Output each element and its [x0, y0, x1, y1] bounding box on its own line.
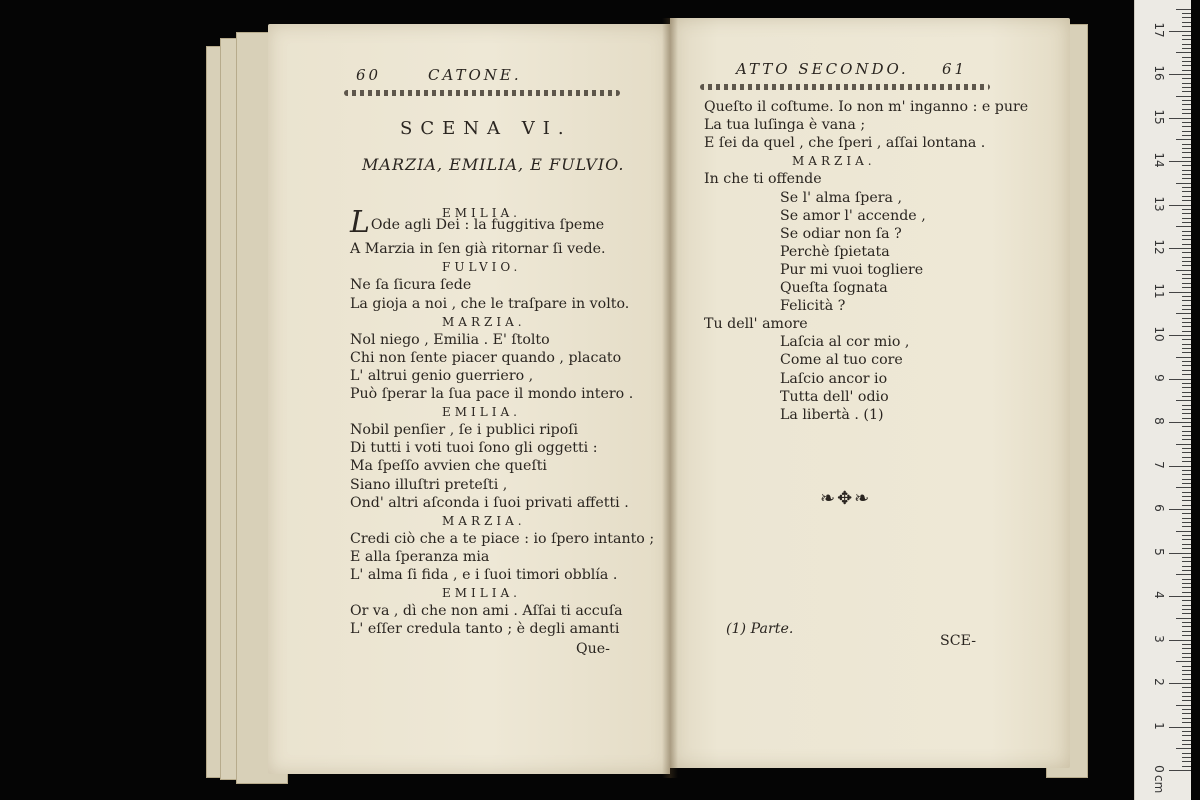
ruler-tick [1182, 431, 1191, 432]
ruler-number: 6 [1152, 504, 1166, 512]
ruler-tick [1182, 365, 1191, 366]
verse-line: Felicità ? [780, 298, 846, 315]
ruler-number: 14 [1152, 152, 1166, 168]
ruler-tick [1169, 248, 1191, 249]
ruler-tick [1169, 335, 1191, 336]
verse-line: Ne ſa ſicura ſede [350, 277, 472, 294]
ruler-tick [1182, 396, 1191, 397]
ruler-tick [1182, 344, 1191, 345]
ruler-number: 3 [1152, 634, 1166, 643]
ruler-number: 8 [1152, 417, 1166, 425]
verse-line: In che ti offende [704, 171, 822, 188]
ruler-tick [1182, 383, 1191, 384]
ruler-tick [1182, 113, 1191, 114]
ruler-tick [1182, 218, 1191, 219]
ruler-tick [1176, 313, 1191, 314]
ruler-number: 4 [1152, 591, 1166, 599]
ruler-tick [1182, 318, 1191, 319]
measuring-ruler [1134, 0, 1191, 800]
ruler-tick [1182, 666, 1191, 667]
ruler-tick [1182, 644, 1191, 645]
verse-line: A Marzia in ſen già ritornar ſi vede. [350, 241, 606, 258]
ruler-tick [1182, 309, 1191, 310]
ruler-tick [1182, 657, 1191, 658]
speaker-name: EMILIA. [442, 586, 521, 601]
ruler-tick [1182, 535, 1191, 536]
verse-line: Nobil penſier , ſe i publici ripoſi [350, 422, 579, 439]
ruler-tick [1182, 418, 1191, 419]
ruler-tick [1182, 670, 1191, 671]
verse-line: Siano illuſtri preteſti , [350, 476, 508, 493]
ruler-tick [1182, 587, 1191, 588]
ruler-number: 5 [1152, 547, 1166, 556]
ruler-tick [1182, 209, 1191, 210]
ruler-tick [1182, 613, 1191, 614]
ruler-tick [1182, 583, 1191, 584]
ruler-tick [1182, 26, 1191, 27]
ruler-tick [1182, 674, 1191, 675]
ruler-tick [1182, 100, 1191, 101]
ruler-tick [1182, 518, 1191, 519]
verse-line: Perchè ſpietata [780, 243, 890, 260]
ruler-tick [1182, 474, 1191, 475]
ruler-tick [1182, 283, 1191, 284]
ruler-tick [1182, 165, 1191, 166]
ruler-tick [1182, 148, 1191, 149]
ruler-tick [1182, 492, 1191, 493]
ruler-tick [1169, 74, 1191, 75]
ruler-tick [1182, 257, 1191, 258]
ruler-tick [1182, 222, 1191, 223]
ruler-tick [1182, 757, 1191, 758]
ruler-tick [1182, 513, 1191, 514]
header-rule [344, 90, 620, 96]
ruler-tick [1182, 152, 1191, 153]
ruler-tick [1182, 500, 1191, 501]
ruler-tick [1182, 261, 1191, 262]
ruler-tick [1182, 296, 1191, 297]
ruler-tick [1182, 174, 1191, 175]
ruler-number: 9 [1152, 373, 1166, 382]
ruler-tick [1182, 452, 1191, 453]
verse-line: L' altrui genio guerriero , [350, 367, 534, 384]
page-number: 61 [942, 60, 968, 78]
ruler-tick [1182, 213, 1191, 214]
ruler-tick [1169, 205, 1191, 206]
ruler-tick [1176, 661, 1191, 662]
ruler-number: 17 [1152, 21, 1166, 38]
ruler-tick [1182, 274, 1191, 275]
ruler-tick [1182, 635, 1191, 636]
ruler-tick [1182, 122, 1191, 123]
ruler-tick [1182, 265, 1191, 266]
ruler-tick [1169, 292, 1191, 293]
ruler-tick [1169, 379, 1191, 380]
ruler-tick [1169, 553, 1191, 554]
ruler-tick [1176, 96, 1191, 97]
ruler-tick [1182, 405, 1191, 406]
ruler-tick [1182, 470, 1191, 471]
ruler-tick [1182, 187, 1191, 188]
ruler-tick [1176, 487, 1191, 488]
ruler-tick [1182, 178, 1191, 179]
verse-line: La libertà . (1) [780, 406, 884, 423]
ruler-tick [1182, 61, 1191, 62]
ruler-tick [1176, 270, 1191, 271]
ruler-tick [1182, 157, 1191, 158]
ruler-tick [1176, 574, 1191, 575]
ruler-tick [1182, 505, 1191, 506]
ruler-tick [1182, 479, 1191, 480]
verse-line: Queſto il coſtume. Io non m' inganno : e pure [704, 99, 1029, 115]
ruler-tick [1182, 278, 1191, 279]
verse-line: Se l' alma ſpera , [780, 189, 902, 206]
verse-line: Come al tuo core [780, 352, 903, 369]
book-gutter [662, 18, 678, 778]
verse-line: Tu dell' amore [704, 316, 808, 333]
ruler-tick [1182, 713, 1191, 714]
ruler-tick [1182, 709, 1191, 710]
ruler-tick [1182, 548, 1191, 549]
speaker-name: MARZIA. [792, 154, 876, 169]
ruler-tick [1182, 435, 1191, 436]
scene-title: SCENA VI. [400, 118, 572, 139]
ruler-tick [1182, 766, 1191, 767]
ruler-number: 12 [1152, 239, 1166, 255]
ruler-tick [1182, 339, 1191, 340]
ruler-tick [1182, 300, 1191, 301]
ruler-tick [1176, 183, 1191, 184]
ruler-tick [1169, 683, 1191, 684]
ruler-tick [1182, 605, 1191, 606]
ruler-tick [1176, 618, 1191, 619]
verse-text: Ode agli Dei : la fuggitiva ſpeme [370, 217, 605, 234]
ruler-tick [1182, 374, 1191, 375]
ruler-tick [1182, 735, 1191, 736]
ruler-tick [1169, 422, 1191, 423]
page-number: 60 [356, 66, 382, 84]
verse-line: Laſcio ancor io [780, 370, 888, 387]
ruler-tick [1176, 400, 1191, 401]
ruler-number: 16 [1152, 65, 1166, 81]
ruler-tick [1182, 648, 1191, 649]
ruler-tick [1182, 57, 1191, 58]
ruler-tick [1182, 191, 1191, 192]
footnote: (1) Parte. [726, 621, 794, 637]
ruler-tick [1182, 170, 1191, 171]
ruler-tick [1182, 22, 1191, 23]
verse-line: E alla ſperanza mia [350, 548, 490, 565]
ruler-tick [1182, 539, 1191, 540]
ruler-tick [1182, 104, 1191, 105]
ruler-tick [1182, 196, 1191, 197]
ruler-tick [1176, 705, 1191, 706]
ruler-tick [1169, 770, 1191, 771]
ruler-tick [1182, 722, 1191, 723]
running-head: ATTO SECONDO. [736, 60, 909, 78]
verse-line: Or va , dì che non ami . Aſſai ti accuſa [350, 603, 623, 620]
ruler-tick [1182, 287, 1191, 288]
ruler-tick [1182, 244, 1191, 245]
verse-line: Può ſperar la ſua pace il mondo intero . [350, 386, 634, 402]
ruler-tick [1182, 48, 1191, 49]
ruler-tick [1182, 231, 1191, 232]
speaker-name: MARZIA. [442, 314, 526, 329]
ruler-tick [1182, 126, 1191, 127]
verse-line: Ma ſpeſſo avvien che queſti [350, 458, 547, 475]
ruler-tick [1182, 361, 1191, 362]
open-book [206, 18, 1092, 784]
ruler-tick [1182, 326, 1191, 327]
ruler-tick [1182, 557, 1191, 558]
left-page [268, 24, 670, 774]
verse-line: E ſei da quel , che ſperi , aſſai lontana . [704, 135, 986, 152]
ruler-tick [1182, 352, 1191, 353]
ruler-tick [1169, 509, 1191, 510]
ruler-tick [1176, 531, 1191, 532]
ruler-tick [1182, 131, 1191, 132]
ruler-tick [1182, 13, 1191, 14]
ruler-tick [1182, 679, 1191, 680]
ruler-tick [1169, 161, 1191, 162]
verse-line: Ond' altri aſconda i ſuoi privati affetti . [350, 494, 629, 511]
ruler-tick [1176, 139, 1191, 140]
ruler-tick [1182, 566, 1191, 567]
ruler-tick [1182, 753, 1191, 754]
ruler-tick [1182, 83, 1191, 84]
ruler-tick [1182, 87, 1191, 88]
ruler-tick [1182, 387, 1191, 388]
verse-line: Tutta dell' odio [780, 388, 889, 405]
ruler-tick [1169, 596, 1191, 597]
verse-line: Se amor l' accende , [780, 207, 926, 224]
verse-line: Chi non ſente piacer quando , placato [350, 349, 622, 366]
ruler-number: 2 [1152, 678, 1166, 686]
verse-line: Pur mi vuoi togliere [780, 261, 924, 278]
ruler-tick [1169, 640, 1191, 641]
ruler-tick [1182, 740, 1191, 741]
verse-line: Se odiar non ſa ? [780, 225, 902, 242]
ruler-tick [1176, 748, 1191, 749]
speaker-name: EMILIA. [442, 405, 521, 420]
cast-line: MARZIA, EMILIA, E FULVIO. [362, 155, 625, 174]
ruler-tick [1182, 457, 1191, 458]
ruler-tick [1182, 592, 1191, 593]
ruler-tick [1182, 392, 1191, 393]
ruler-tick [1182, 570, 1191, 571]
ruler-tick [1182, 761, 1191, 762]
ruler-number: 7 [1152, 460, 1166, 469]
ruler-tick [1182, 696, 1191, 697]
header-rule [700, 84, 990, 90]
ruler-tick [1182, 409, 1191, 410]
verse-line: L' alma ſi fida , e i ſuoi timori obblía . [350, 567, 618, 583]
ruler-number: 10 [1152, 326, 1166, 342]
ruler-tick [1182, 91, 1191, 92]
ruler-tick [1182, 235, 1191, 236]
speaker-name: FULVIO. [442, 260, 522, 275]
ruler-number: 1 [1152, 721, 1166, 730]
ruler-tick [1182, 78, 1191, 79]
ruler-tick [1182, 718, 1191, 719]
ruler-tick [1176, 9, 1191, 10]
ruler-tick [1182, 252, 1191, 253]
ruler-tick [1182, 631, 1191, 632]
verse-line: Nol niego , Emilia . E' ſtolto [350, 331, 550, 348]
ruler-number: 13 [1152, 195, 1166, 212]
ruler-tick [1182, 544, 1191, 545]
ruler-tick [1182, 461, 1191, 462]
running-head: CATONE. [428, 66, 522, 84]
ruler-tick [1182, 109, 1191, 110]
ruler-number: 15 [1152, 108, 1166, 125]
ruler-tick [1176, 444, 1191, 445]
ruler-tick [1182, 622, 1191, 623]
ruler-tick [1182, 39, 1191, 40]
verse-line: La gioja a noi , che le traſpare in volto. [350, 295, 630, 312]
ruler-tick [1182, 561, 1191, 562]
ruler-tick [1176, 226, 1191, 227]
ruler-tick [1182, 609, 1191, 610]
ruler-tick [1169, 118, 1191, 119]
ruler-tick [1182, 331, 1191, 332]
ruler-tick [1182, 526, 1191, 527]
ruler-tick [1182, 70, 1191, 71]
verse-line: La tua luſinga è vana ; [704, 117, 866, 134]
ruler-tick [1182, 700, 1191, 701]
ruler-tick [1182, 600, 1191, 601]
ruler-tick [1182, 496, 1191, 497]
ruler-tick [1182, 200, 1191, 201]
ruler-tick [1182, 687, 1191, 688]
ruler-tick [1182, 65, 1191, 66]
ruler-number: 11 [1152, 282, 1166, 299]
ruler-tick [1169, 31, 1191, 32]
ruler-tick [1169, 466, 1191, 467]
ruler-tick [1182, 144, 1191, 145]
ruler-tick [1182, 348, 1191, 349]
ruler-tick [1182, 653, 1191, 654]
verse-line: Queſta ſognata [780, 280, 888, 296]
verse-line: L' eſſer credula tanto ; è degli amanti [350, 621, 620, 638]
ruler-tick [1182, 522, 1191, 523]
verse-line: Laſcia al cor mio , [780, 334, 910, 351]
verse-line: Di tutti i voti tuoi ſono gli oggetti : [350, 440, 598, 457]
speaker-name: MARZIA. [442, 513, 526, 528]
speaker-name: EMILIA. [442, 206, 521, 220]
ruler-tick [1182, 426, 1191, 427]
verse-line: Credi ciò che a te piace : io ſpero intanto ; [350, 530, 655, 547]
ruler-tick [1182, 692, 1191, 693]
ruler-tick [1176, 357, 1191, 358]
ruler-tick [1182, 413, 1191, 414]
ruler-tick [1182, 744, 1191, 745]
right-page [670, 18, 1070, 768]
ruler-tick [1182, 35, 1191, 36]
ruler-tick [1182, 322, 1191, 323]
catchword: Que- [576, 641, 610, 657]
ruler-tick [1182, 135, 1191, 136]
ruler-tick [1182, 44, 1191, 45]
ruler-tick [1182, 448, 1191, 449]
ruler-tick [1182, 483, 1191, 484]
ruler-tick [1182, 626, 1191, 627]
ruler-tick [1182, 17, 1191, 18]
ruler-number: 0 [1152, 765, 1166, 773]
ruler-tick [1182, 305, 1191, 306]
ruler-tick [1182, 439, 1191, 440]
ruler-unit: cm [1152, 775, 1166, 794]
catchword: SCE- [940, 633, 976, 649]
drop-cap: L [350, 205, 370, 241]
ruler-tick [1182, 731, 1191, 732]
ruler-tick [1182, 239, 1191, 240]
ruler-tick [1169, 727, 1191, 728]
ruler-tick [1176, 52, 1191, 53]
ornament-icon: ❧✥❧ [820, 488, 872, 509]
ruler-tick [1182, 579, 1191, 580]
ruler-tick [1182, 370, 1191, 371]
